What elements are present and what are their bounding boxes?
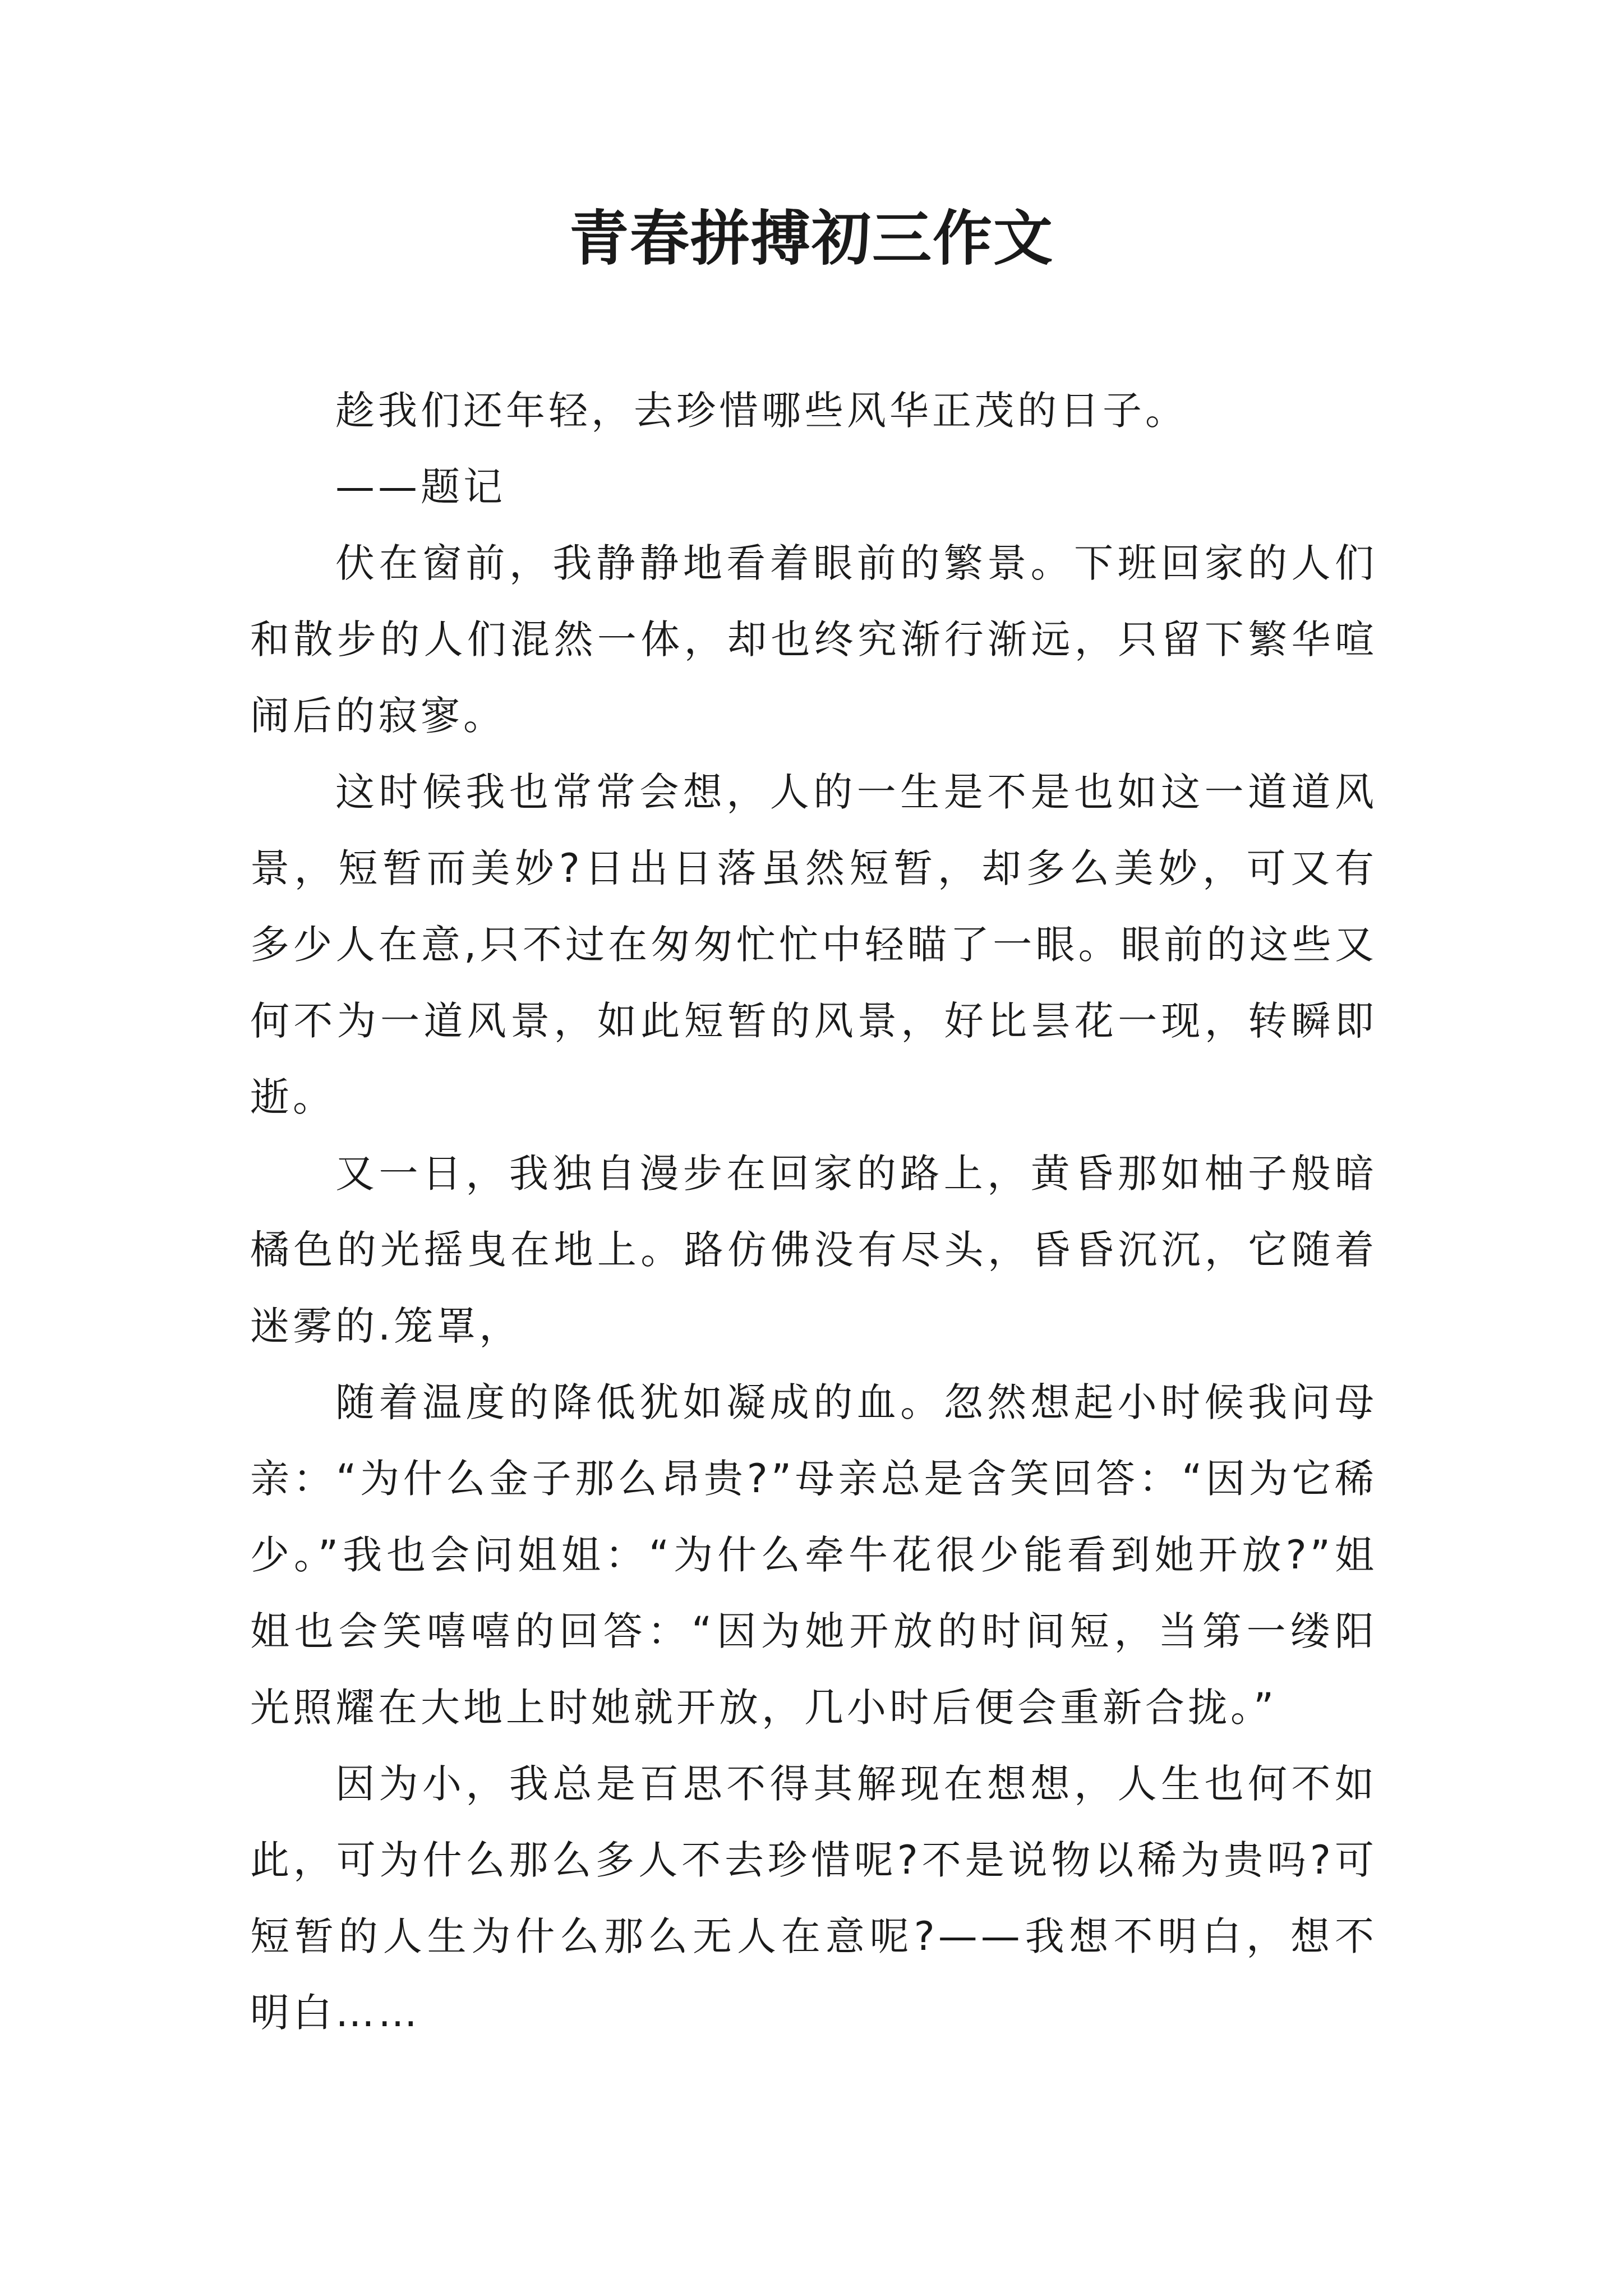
paragraph: 伏在窗前，我静静地看着眼前的繁景。下班回家的人们和散步的人们混然一体，却也终究渐行渐远，只留下繁华喧闹后的寂寥。 [250, 540, 1377, 739]
paragraph: 又一日，我独自漫步在回家的路上，黄昏那如柚子般暗橘色的光摇曳在地上。路仿佛没有尽头，昏昏沉沉，它随着迷雾的.笼罩， [250, 1151, 1377, 1349]
document-body [250, 372, 1377, 2051]
paragraph: 因为小，我总是百思不得其解现在想想，人生也何不如此，可为什么那么多人不去珍惜呢?不是说物以稀为贵吗?可短暂的人生为什么那么无人在意呢?——我想不明白，想不明白…… [250, 1761, 1377, 2036]
paragraph: 随着温度的降低犹如凝成的血。忽然想起小时候我问母亲：“为什么金子那么昂贵?”母亲总是含笑回答：“因为它稀少。”我也会问姐姐：“为什么牵牛花很少能看到她开放?”姐姐也会笑嘻嘻的回答：“因为她开放的时间短，当第一缕阳光照耀在大地上时她就开放，几小时后便会重新合拢。” [250, 1379, 1377, 1731]
paragraph-epigraph-attribution: ——题记 [335, 464, 506, 510]
paragraph: 这时候我也常常会想，人的一生是不是也如这一道道风景，短暂而美妙?日出日落虽然短暂，却多么美妙，可又有多少人在意,只不过在匆匆忙忙中轻瞄了一眼。眼前的这些又何不为一道风景，如此短暂的风景，好比昙花一现，转瞬即逝。 [250, 769, 1377, 1120]
document-title: 青春拼搏初三作文 [569, 203, 1054, 273]
paragraph-epigraph: 趁我们还年轻，去珍惜哪些风华正茂的日子。 [335, 388, 1188, 434]
